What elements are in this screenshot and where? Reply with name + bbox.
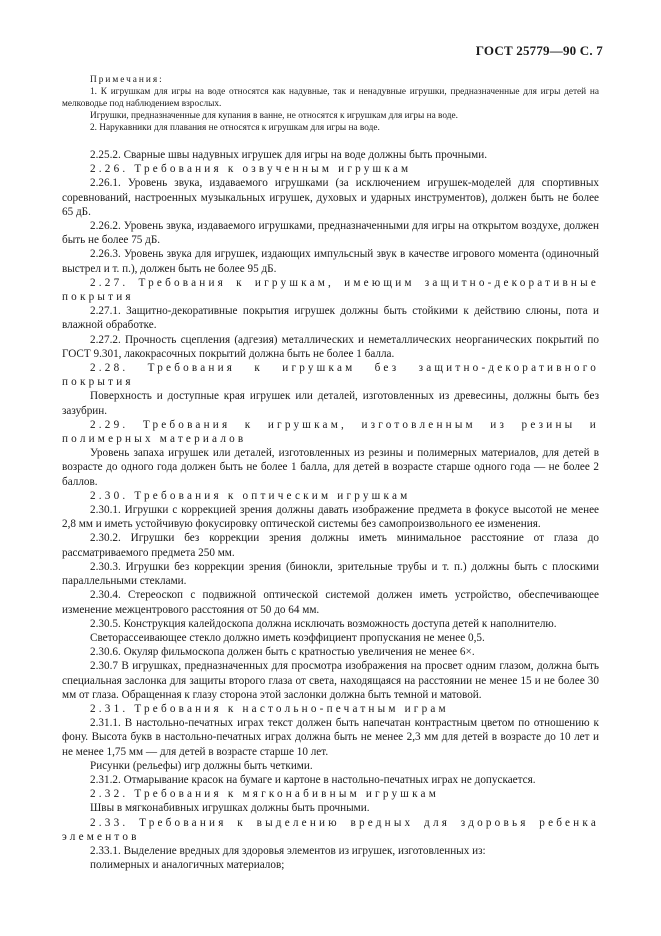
paragraph: 2.31.2. Отмарывание красок на бумаге и картоне в настольно-печатных играх не допускается. (90, 773, 536, 786)
paragraph: полимерных и аналогичных материалов; (90, 859, 285, 872)
note-line: Игрушки, предназначенные для купания в ванне, не относятся к игрушкам для игры на воде. (90, 111, 458, 121)
paragraph: Светорассеивающее стекло должно иметь коэффициент пропускания не менее 0,5. (90, 631, 485, 644)
paragraph: Швы в мягконабивных игрушках должны быть прочными. (90, 802, 370, 815)
note-line: 2. Нарукавники для плавания не относятся к игрушкам для игры на воде. (90, 123, 380, 133)
paragraph: 2.27.2. Прочность сцепления (адгезия) металлических и неметаллических неорганических покрытий по ГОСТ 9.301, лакокрасочных покрытий должна быть не более 1 балла. (62, 333, 599, 360)
paragraph: 2.30. Требования к оптическим игрушкам (90, 489, 411, 502)
paragraph: 2.30.4. Стереоскоп с подвижной оптической системой должен иметь устройство, обеспечивающее изменение межцентрового расстояния от 50 до 64 мм. (62, 589, 599, 616)
notes-block (62, 74, 599, 134)
paragraph: 2.29. Требования к игрушкам, изготовленным из резины и полимерных материалов (62, 418, 599, 446)
paragraphs-block (62, 148, 599, 872)
paragraph: Рисунки (рельефы) игр должны быть четкими. (90, 759, 313, 772)
paragraph: 2.30.2. Игрушки без коррекции зрения должны иметь минимальное расстояние от глаза до рассматриваемого предмета 250 мм. (62, 532, 599, 559)
paragraph: 2.33.1. Выделение вредных для здоровья элементов из игрушек, изготовленных из: (90, 844, 486, 857)
paragraph: 2.26. Требования к озвученным игрушкам (90, 163, 412, 176)
paragraph: 2.26.1. Уровень звука, издаваемого игрушками (за исключением игрушек-моделей для спортивных соревнований, настроенных музыкальных игрушек, духовых и ударных инструментов), должен быть не более 65 дБ. (62, 177, 599, 218)
paragraph: 2.25.2. Сварные швы надувных игрушек для игры на воде должны быть прочными. (90, 149, 488, 161)
paragraph: 2.30.7 В игрушках, предназначенных для просмотра изображения на просвет одним глазом, должна быть специальная заслонка для защиты второго глаза от света, находящаяся на расстоянии не менее 15 и не более 30 мм от глаза. Обращенная к глазу сторона этой заслонки должна быть темной и матовой. (62, 660, 599, 701)
paragraph: 2.28. Требования к игрушкам без защитно-декоративного покрытия (62, 362, 599, 389)
paragraph: 2.27. Требования к игрушкам, имеющим защитно-декоративные покрытия (62, 276, 599, 304)
page-header: ГОСТ 25779—90 С. 7 (475, 43, 603, 58)
document-body (62, 74, 599, 872)
paragraph: 2.30.1. Игрушки с коррекцией зрения должны давать изображение предмета в фокусе высотой не менее 2,8 мм и иметь устойчивую фокусировку оптической системы без самопроизвольного ее изменения. (62, 504, 599, 531)
paragraph: 2.30.6. Окуляр фильмоскопа должен быть с кратностью увеличения не менее 6×. (90, 646, 475, 659)
paragraph: 2.33. Требования к выделению вредных для здоровья ребенка элементов (62, 816, 599, 843)
note-line: Примечания: (90, 75, 164, 85)
paragraph: 2.31.1. В настольно-печатных играх текст должен быть напечатан контрастным цветом по отношению к фону. Высота букв в настольно-печатных играх должна быть не менее 2,3 мм для детей в возрасте до 10 лет и не менее 1,75 мм — для детей в возрасте старше 10 лет. (62, 717, 599, 758)
paragraph: Уровень запаха игрушек или деталей, изготовленных из резины и полимерных материалов, для детей в возрасте до одного года должен быть не более 1 балла, для детей в возрасте старше одного года — не более 2 баллов. (62, 447, 599, 488)
note-line: 1. К игрушкам для игры на воде относятся как надувные, так и ненадувные игрушки, предназначенные для игры детей на мелководье под наблюдением взрослых. (62, 87, 599, 109)
paragraph: 2.27.1. Защитно-декоративные покрытия игрушек должны быть стойкими к действию слюны, пота и влажной обработке. (62, 305, 599, 332)
paragraph: 2.26.2. Уровень звука, издаваемого игрушками, предназначенными для игры на открытом воздухе, должен быть не более 75 дБ. (62, 220, 599, 247)
paragraph: 2.26.3. Уровень звука для игрушек, издающих импульсный звук в качестве игрового момента (одиночный выстрел и т. п.), должен быть не более 95 дБ. (62, 248, 599, 275)
paragraph: 2.31. Требования к настольно-печатным играм (90, 702, 449, 715)
paragraph: 2.30.3. Игрушки без коррекции зрения (бинокли, зрительные трубы и т. п.) должны быть с плоскими параллельными стеклами. (62, 560, 599, 588)
paragraph: 2.32. Требования к мягконабивным игрушкам (90, 788, 439, 801)
paragraph: Поверхность и доступные края игрушек или деталей, изготовленных из древесины, должны быть без зазубрин. (62, 390, 599, 417)
paragraph: 2.30.5. Конструкция калейдоскопа должна исключать возможность доступа детей к наполнителю. (90, 617, 557, 630)
spacer (62, 134, 599, 148)
